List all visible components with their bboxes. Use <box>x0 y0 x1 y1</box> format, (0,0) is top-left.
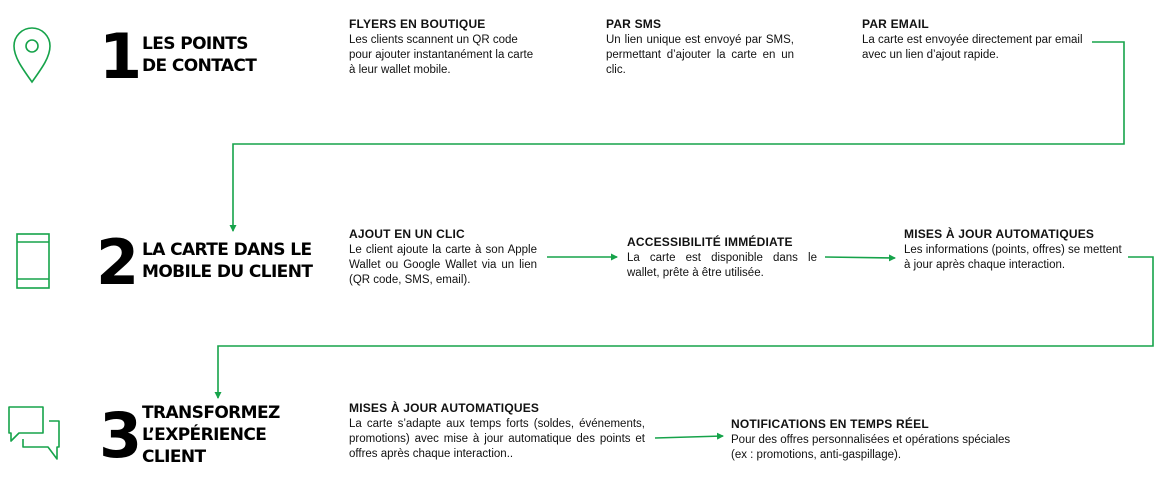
item-title: AJOUT EN UN CLIC <box>349 227 465 241</box>
item-title: FLYERS EN BOUTIQUE <box>349 17 486 31</box>
item-title: MISES À JOUR AUTOMATIQUES <box>904 227 1095 241</box>
item-description: Le client ajoute la carte à son Apple Wallet ou Google Wallet via un lien (QR code, SMS, email). <box>349 244 537 286</box>
arrow-accessibilite-to-mises-a-jour <box>825 257 895 258</box>
item-description: Les clients scannent un QR code pour ajouter instantanément la carte à leur wallet mobile. <box>349 34 534 76</box>
item-description: Les informations (points, offres) se mettent à jour après chaque interaction. <box>904 244 1122 271</box>
item-notifications-temps-reel <box>731 417 1021 463</box>
item-title: PAR SMS <box>606 17 662 31</box>
step-3-number: 3 <box>99 399 143 472</box>
item-description: La carte est envoyée directement par email avec un lien d’ajout rapide. <box>862 34 1083 61</box>
item-mises-a-jour-automatiques <box>904 227 1124 273</box>
item-title: ACCESSIBILITÉ IMMÉDIATE <box>627 235 793 249</box>
item-par-email <box>862 17 1088 63</box>
item-description: Un lien unique est envoyé par SMS, permettant d’ajouter la carte en un clic. <box>606 34 794 76</box>
item-flyers-en-boutique <box>349 17 539 78</box>
chat-bubbles-icon <box>6 404 62 462</box>
item-mises-a-jour-temps-forts <box>349 401 645 462</box>
item-title: PAR EMAIL <box>862 17 929 31</box>
item-accessibilite-immediate <box>627 235 817 281</box>
step-2-number: 2 <box>96 226 140 299</box>
item-description: Pour des offres personnalisées et opérations spéciales (ex : promotions, anti-gaspillage). <box>731 434 1011 461</box>
step-3-title: TRANSFORMEZ L’EXPÉRIENCE CLIENT <box>142 403 280 467</box>
step-2-title: LA CARTE DANS LE MOBILE DU CLIENT <box>142 240 313 282</box>
arrow-mises-a-jour-to-notifications <box>655 436 723 438</box>
mobile-phone-icon <box>16 233 50 289</box>
location-pin-icon <box>10 22 54 84</box>
item-description: La carte s’adapte aux temps forts (soldes, événements, promotions) avec mise à jour automatique des points et offres après chaque interaction.. <box>349 418 645 460</box>
step-1-title: LES POINTS DE CONTACT <box>142 34 257 76</box>
item-ajout-en-un-clic <box>349 227 537 288</box>
item-title: NOTIFICATIONS EN TEMPS RÉEL <box>731 417 929 431</box>
item-title: MISES À JOUR AUTOMATIQUES <box>349 401 540 415</box>
item-par-sms <box>606 17 794 78</box>
item-description: La carte est disponible dans le wallet, prête à être utilisée. <box>627 252 817 279</box>
step-1-number: 1 <box>99 20 143 93</box>
